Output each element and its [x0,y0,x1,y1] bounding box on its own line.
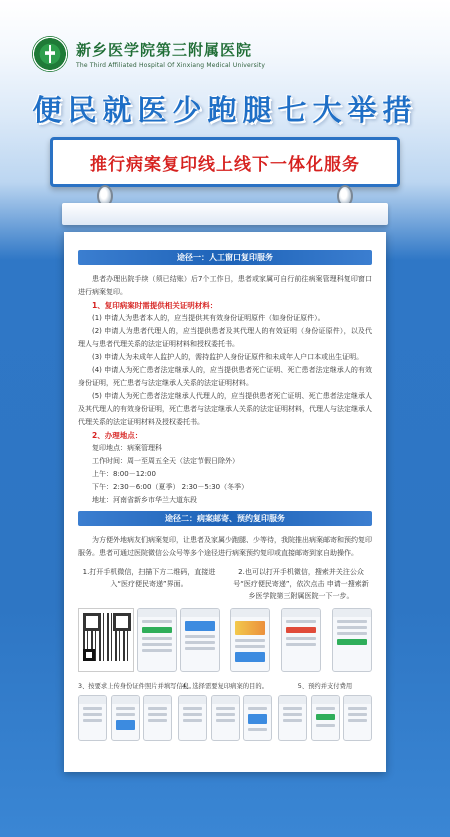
location-line: 工作时间：周一至周五全天（法定节假日除外） [92,457,239,465]
hospital-logo-icon [32,36,68,72]
step-4 [178,682,272,741]
step-5-text: 5、预约并支付费用 [297,683,353,690]
phone-screenshot [78,695,107,741]
requirement-item: (5) 申请人为死亡患者法定继承人代理人的，应当提供患者死亡证明、死亡患者法定继承人及其代理人的有效身份证明，死亡患者与法定继承人关系的法定证明材料，代理人与法定继承人代理关系的法定证明材料及授权委托书。 [78,392,372,426]
banner-sign [50,137,400,187]
location-line: 上午：8:00－12:00 [92,470,156,478]
phone-screenshot [137,608,177,672]
phone-screenshot [211,695,240,741]
requirement-item: (1) 申请人为患者本人的，应当提供其有效身份证明原件（如身份证原件）。 [92,314,325,322]
location-line: 地址：河南省新乡市华兰大道东段 [92,496,197,504]
phone-screenshot [332,608,372,672]
requirement-item: (2) 申请人为患者代理人的，应当提供患者及其代理人的有效证明（身份证原件），以及代理人与患者代理关系的法定证明材料和授权委托书。 [78,327,372,348]
phone-screenshot [230,608,270,672]
step-3 [78,682,196,741]
section2-intro: 为方便外地病友们病案复印，让患者及家属少跑腿、少等待，我院推出病案邮寄和预约复印服务。患者可通过医院微信公众号等多个途径进行病案预约复印或直接邮寄到家自助操作。 [78,536,372,557]
location-line: 复印地点：病案管理科 [92,444,162,452]
phone-screenshot [278,695,307,741]
requirements-heading: 1、复印病案时需提供相关证明材料： [92,301,218,310]
phone-screenshot [180,608,220,672]
hanging-bar [62,203,388,225]
requirement-item: (3) 申请人为未成年人监护人的，需持监护人身份证原件和未成年人户口本或出生证明。 [92,353,364,361]
section1-title: 途径一：人工窗口复印服务 [78,250,372,265]
phone-screenshot [343,695,372,741]
step-5 [278,682,372,741]
step-1-text: 1.打开手机微信，扫描下方二维码，直接进入“医疗便民寄递”界面。 [82,568,216,588]
phone-screenshot [143,695,172,741]
hospital-name-en: The Third Affiliated Hospital Of Xinxiang Medical University [76,62,266,69]
location-line: 下午：2:30－6:00（夏季） 2:30－5:30（冬季） [92,483,249,491]
step-2 [230,566,372,672]
hospital-name-cn: 新乡医学院第三附属医院 [76,41,253,59]
phone-screenshot [281,608,321,672]
step-4-text: 4、选择需要复印病案的目的。 [182,683,268,690]
hospital-header [32,34,265,74]
phone-screenshot [178,695,207,741]
step-3-text: 3、按要求上传身份证件照片并填写信息。 [78,683,196,690]
qr-code-icon[interactable] [78,608,134,672]
content-panel [64,232,386,772]
phone-screenshot [111,695,140,741]
section1-intro: 患者办理出院手续（须已结账）后7个工作日，患者或家属可自行前往病案管理科复印窗口进行病案复印。 [78,275,372,296]
banner-title: 推行病案复印线上线下一体化服务 [90,154,360,175]
main-title: 便民就医少跑腿七大举措 [32,93,418,127]
step-2-text: 2.也可以打开手机微信，搜索并关注公众号“医疗便民寄递”，依次点击 申请一搜索新乡医学院第三附属医院一下一步。 [233,568,369,600]
requirement-item: (4) 申请人为死亡患者法定继承人的，应当提供患者死亡证明、死亡患者法定继承人的有效身份证明，死亡患者与法定继承人关系的法定证明材料。 [78,366,372,387]
phone-screenshot [311,695,340,741]
step-1 [78,566,220,672]
location-heading: 2、办理地点： [92,431,143,440]
phone-screenshot [243,695,272,741]
section2-title: 途径二：病案邮寄、预约复印服务 [78,511,372,526]
